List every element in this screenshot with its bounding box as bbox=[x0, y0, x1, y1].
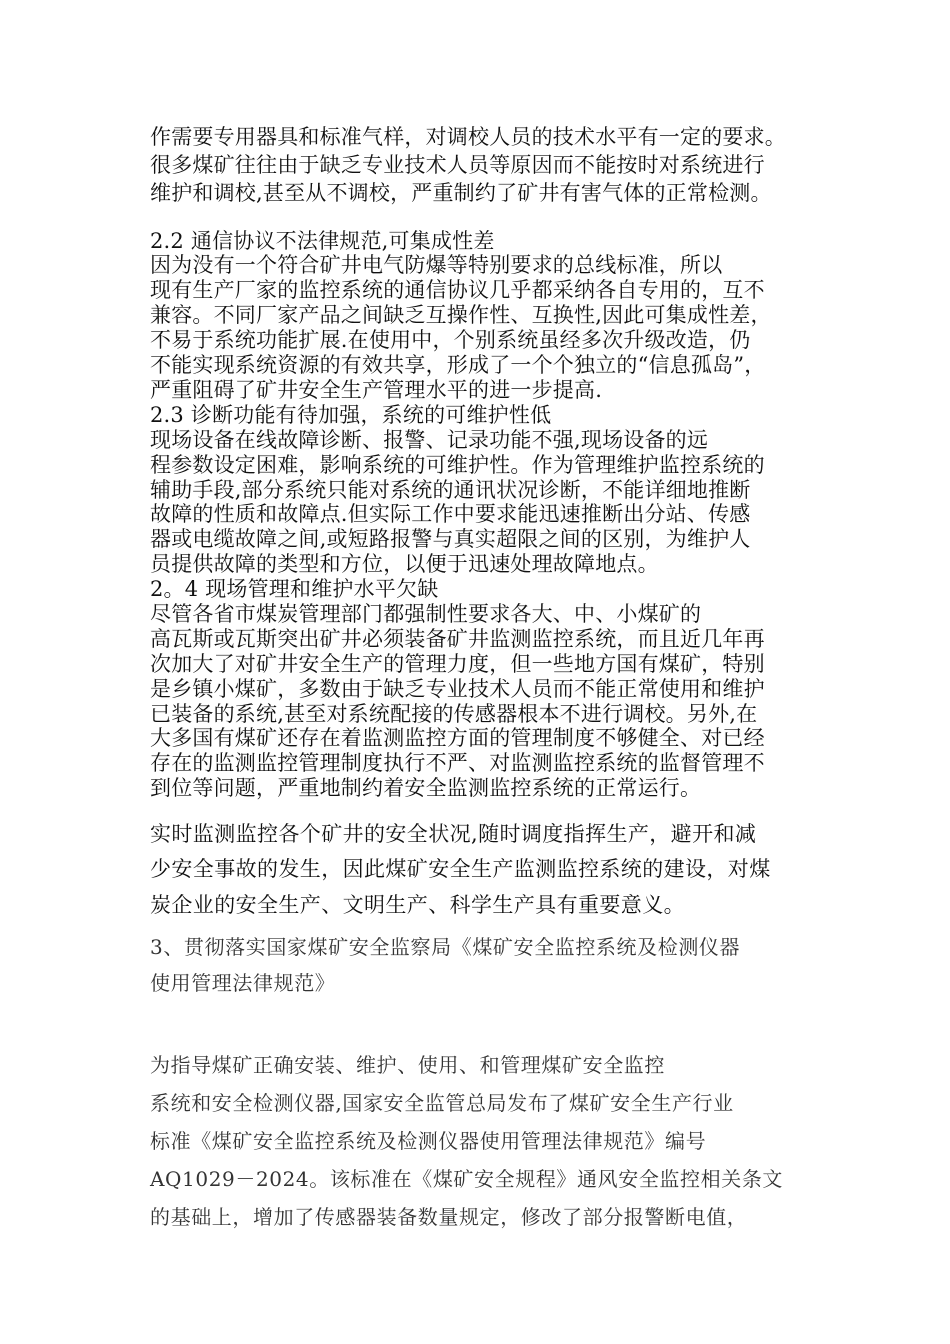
text-line: 不易于系统功能扩展.在使用中，个别系统虽经多次升级改造，仍 bbox=[150, 328, 751, 352]
text-line: 程参数设定困难，影响系统的可维护性。作为管理维护监控系统的 bbox=[150, 453, 765, 477]
text-line: 系统和安全检测仪器,国家安全监管总局发布了煤矿安全生产行业 bbox=[150, 1091, 734, 1115]
text-line: 已装备的系统,甚至对系统配接的传感器根本不进行调校。另外,在 bbox=[150, 702, 758, 726]
text-line: 作需要专用器具和标准气样，对调校人员的技术水平有一定的要求。 bbox=[150, 125, 786, 149]
section-heading-3: 3、贯彻落实国家煤矿安全监察局《煤矿安全监控系统及检测仪器 bbox=[150, 935, 741, 959]
text-line: 是乡镇小煤矿，多数由于缺乏专业技术人员而不能正常使用和维护 bbox=[150, 677, 765, 701]
text-line: 严重阻碍了矿井安全生产管理水平的进一步提高. bbox=[150, 378, 603, 402]
text-line: 实时监测监控各个矿井的安全状况,随时调度指挥生产，避开和减 bbox=[150, 822, 757, 846]
text-line: 次加大了对矿井安全生产的管理力度，但一些地方国有煤矿，特别 bbox=[150, 652, 765, 676]
text-line: 不能实现系统资源的有效共享，形成了一个个独立的“信息孤岛”， bbox=[150, 353, 766, 377]
text-line: 维护和调校,甚至从不调校，严重制约了矿井有害气体的正常检测。 bbox=[150, 181, 772, 205]
text-line: 现有生产厂家的监控系统的通信协议几乎都采纳各自专用的，互不 bbox=[150, 278, 765, 302]
text-line: 辅助手段,部分系统只能对系统的通讯状况诊断，不能详细地推断 bbox=[150, 478, 751, 502]
section-heading-2-2: 2.2 通信协议不法律规范,可集成性差 bbox=[150, 229, 495, 253]
text-line: 很多煤矿往往由于缺乏专业技术人员等原因而不能按时对系统进行 bbox=[150, 153, 765, 177]
text-line: 大多国有煤矿还存在着监测监控方面的管理制度不够健全、对已经 bbox=[150, 726, 765, 750]
text-line: 器或电缆故障之间,或短路报警与真实超限之间的区别，为维护人 bbox=[150, 527, 751, 551]
text-line: 员提供故障的类型和方位，以便于迅速处理故障地点。 bbox=[150, 552, 659, 576]
text-line: 现场设备在线故障诊断、报警、记录功能不强,现场设备的远 bbox=[150, 428, 709, 452]
text-line: 到位等问题，严重地制约着安全监测监控系统的正常运行。 bbox=[150, 776, 702, 800]
text-line: 少安全事故的发生，因此煤矿安全生产监测监控系统的建设，对煤 bbox=[150, 857, 771, 881]
text-line: 炭企业的安全生产、文明生产、科学生产具有重要意义。 bbox=[150, 893, 685, 917]
text-line: 存在的监测监控管理制度执行不严、对监测监控系统的监督管理不 bbox=[150, 751, 765, 775]
section-heading-2-3: 2.3 诊断功能有待加强，系统的可维护性低 bbox=[150, 403, 552, 427]
section-heading-2-4: 2。4 现场管理和维护水平欠缺 bbox=[150, 577, 439, 601]
text-line: 兼容。不同厂家产品之间缺乏互操作性、互换性,因此可集成性差， bbox=[150, 303, 772, 327]
section-heading-3: 使用管理法律规范》 bbox=[150, 971, 336, 995]
text-line: 尽管各省市煤炭管理部门都强制性要求各大、中、小煤矿的 bbox=[150, 602, 702, 626]
text-line: 因为没有一个符合矿井电气防爆等特别要求的总线标准，所以 bbox=[150, 253, 723, 277]
text-line: 故障的性质和故障点.但实际工作中要求能迅速推断出分站、传感 bbox=[150, 502, 751, 526]
text-line: 的基础上，增加了传感器装备数量规定，修改了部分报警断电值， bbox=[150, 1205, 748, 1229]
text-line: AQ1029－2024。该标准在《煤矿安全规程》通风安全监控相关条文 bbox=[150, 1167, 784, 1191]
text-line: 高瓦斯或瓦斯突出矿井必须装备矿井监测监控系统，而且近几年再 bbox=[150, 627, 765, 651]
text-line: 为指导煤矿正确安装、维护、使用、和管理煤矿安全监控 bbox=[150, 1053, 665, 1077]
text-line: 标准《煤矿安全监控系统及检测仪器使用管理法律规范》编号 bbox=[150, 1129, 707, 1153]
